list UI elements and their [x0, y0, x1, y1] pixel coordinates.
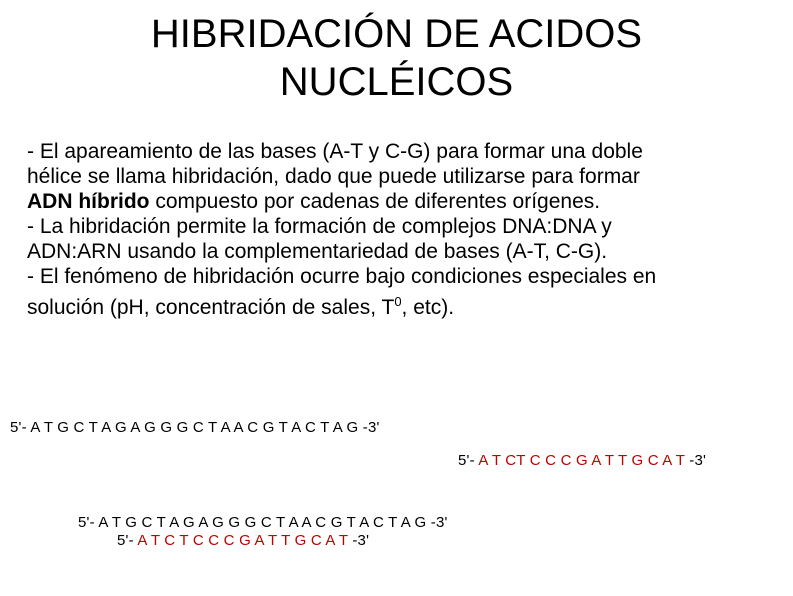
temperature-superscript: 0: [394, 294, 402, 309]
paragraph-2-line-2: ADN:ARN usando la complementariedad de bases (A-T, C-G).: [27, 240, 608, 263]
strand-1-bases: A T G C T A G A G G G C T A A C G T A C T A G: [30, 419, 359, 436]
strand-4-prefix: 5'-: [117, 532, 138, 549]
paragraph-2-line-1: - La hibridación permite la formación de complejos DNA:DNA y: [27, 215, 612, 238]
dna-strand-1: [10, 419, 380, 437]
strand-4-suffix: -3': [347, 532, 370, 549]
paragraph-3-line-2-a: solución (pH, concentración de sales, T: [27, 296, 395, 319]
paragraph-1-line-2: hélice se llama hibridación, dado que puede utilizarse para formar: [27, 165, 640, 188]
paragraph-3-line-2-b: , etc).: [401, 296, 455, 319]
slide-title-line-1: HIBRIDACIÓN DE ACIDOS: [150, 12, 643, 56]
strand-3-prefix: 5'-: [78, 514, 99, 531]
dna-strand-2: [458, 452, 706, 470]
strand-1-prefix: 5'-: [10, 419, 31, 436]
paragraph-1-line-1: - El apareamiento de las bases (A-T y C-G) para formar una doble: [27, 140, 643, 163]
body-text: [27, 139, 772, 320]
paragraph-1-line-3-rest: compuesto por cadenas de diferentes orígenes.: [149, 190, 601, 213]
strand-1-suffix: -3': [358, 419, 380, 436]
paragraph-1-line-3: [27, 189, 772, 214]
slide-title: [0, 10, 793, 106]
dna-strand-3: [78, 514, 448, 532]
paragraph-3-line-2: [27, 289, 772, 320]
dna-strand-4: [117, 532, 369, 550]
strand-2-suffix: -3': [684, 452, 707, 469]
strand-4-bases: A T C T C C C G A T T G C A T: [137, 532, 348, 549]
strand-3-suffix: -3': [426, 514, 448, 531]
paragraph-3-line-1: - El fenómeno de hibridación ocurre bajo condiciones especiales en: [27, 265, 657, 288]
strand-2-bases: A T CT C C C G A T T G C A T: [478, 452, 685, 469]
slide-title-line-2: NUCLÉICOS: [279, 60, 514, 104]
strand-2-prefix: 5'-: [458, 452, 479, 469]
strand-3-bases: A T G C T A G A G G G C T A A C G T A C T A G: [98, 514, 427, 531]
bold-term-adn-hibrido: ADN híbrido: [27, 190, 150, 213]
